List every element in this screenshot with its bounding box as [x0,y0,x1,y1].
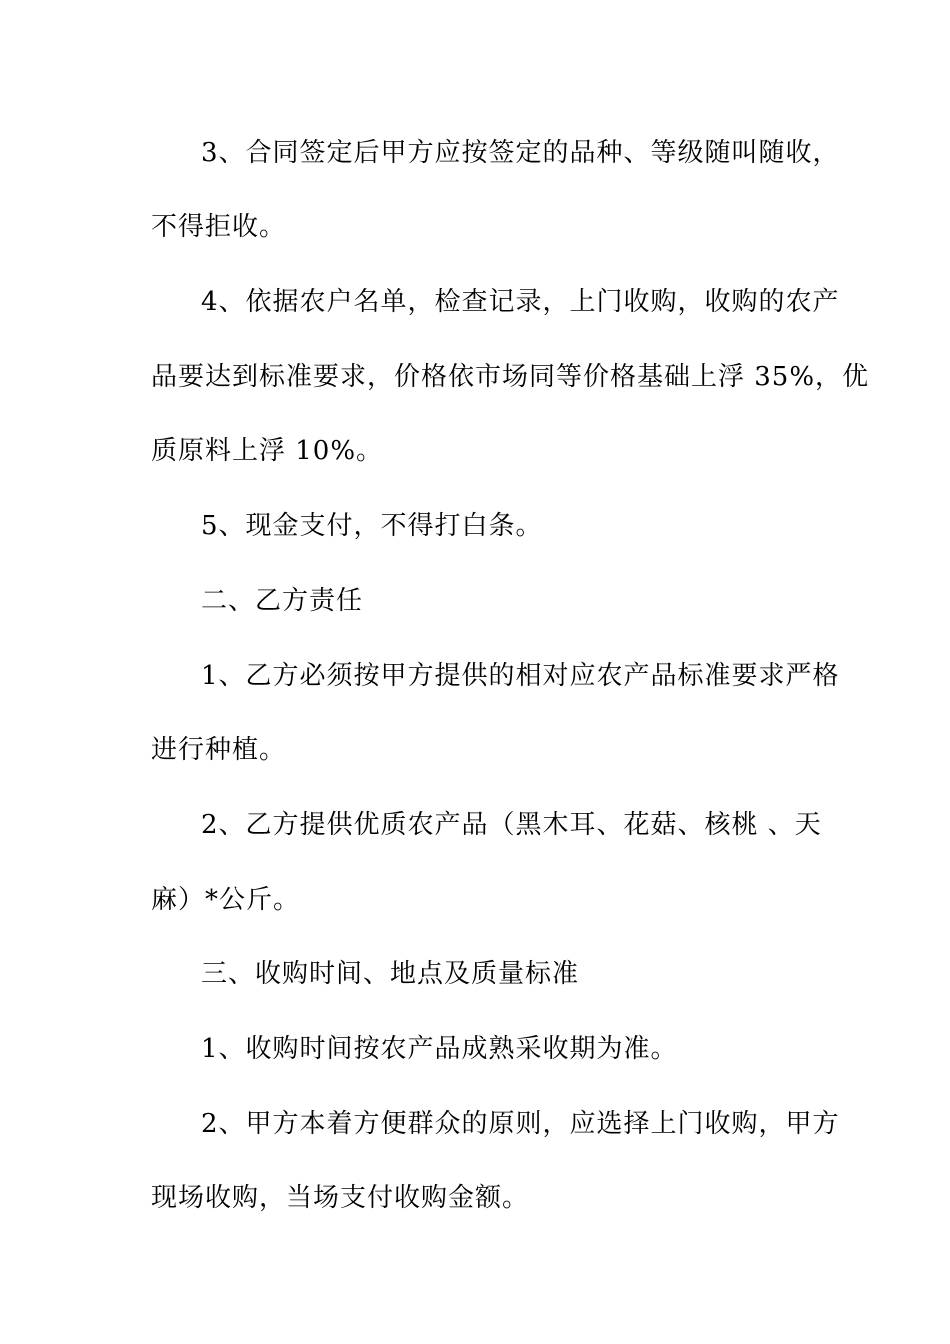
paragraph-line: 质原料上浮 10%。 [151,436,384,466]
paragraph-line: 1、乙方必须按甲方提供的相对应农产品标准要求严格 [201,661,840,691]
paragraph-line: 进行种植。 [151,735,287,765]
paragraph-line: 麻）*公斤。 [151,885,301,915]
section-heading: 三、收购时间、地点及质量标准 [201,959,580,989]
paragraph-line: 2、乙方提供优质农产品（黑木耳、花菇、核桃 、天 [201,810,822,840]
section-heading: 二、乙方责任 [201,586,364,616]
paragraph-line: 1、收购时间按农产品成熟采收期为准。 [201,1034,678,1064]
paragraph-line: 4、依据农户名单，检查记录，上门收购，收购的农产 [201,287,840,317]
paragraph-line: 3、合同签定后甲方应按签定的品种、等级随叫随收， [201,138,840,168]
paragraph-line: 现场收购，当场支付收购金额。 [151,1183,530,1213]
paragraph-line: 不得拒收。 [151,212,287,242]
paragraph-line: 5、现金支付，不得打白条。 [201,511,543,541]
paragraph-line: 品要达到标准要求，价格依市场同等价格基础上浮 35%，优 [151,362,870,392]
paragraph-line: 2、甲方本着方便群众的原则，应选择上门收购，甲方 [201,1109,840,1139]
